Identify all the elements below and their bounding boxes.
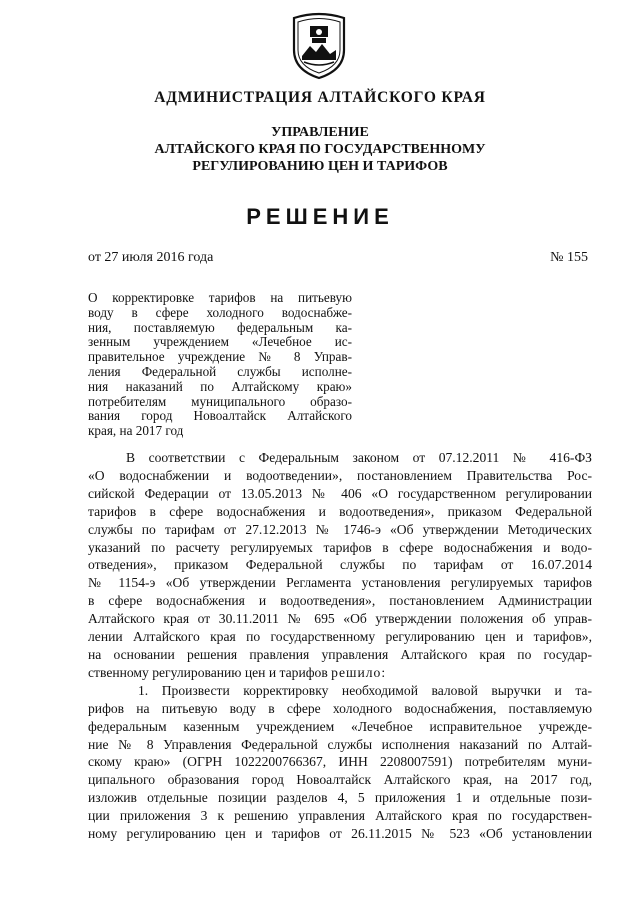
body-line: скому краю» (ОГРН 1022200766367, ИНН 2208007591) потребителям муни-	[88, 754, 592, 770]
subject-line: ния наказаний по Алтайскому краю»	[88, 378, 352, 394]
coat-of-arms-emblem	[290, 10, 348, 80]
administration-title: АДМИНИСТРАЦИЯ АЛТАЙСКОГО КРАЯ	[154, 89, 486, 106]
decision-body	[88, 449, 592, 843]
body-line: отведения», приказом Федеральной службы по тарифам от 16.07.2014	[88, 557, 592, 573]
body-line: изложив отдельные позиции разделов 4, 5 приложения 1 и отдельные пози-	[88, 790, 592, 806]
subject-line: вания город Новоалтайск Алтайского	[88, 408, 352, 424]
decision-subject	[88, 291, 352, 439]
resolution-colon: :	[381, 664, 386, 680]
department-line: АЛТАЙСКОГО КРАЯ ПО ГОСУДАРСТВЕННОМУ	[154, 142, 486, 157]
department-line: РЕГУЛИРОВАНИЮ ЦЕН И ТАРИФОВ	[192, 159, 448, 174]
body-line: ции приложения 3 к решению управления Алтайского края по государствен-	[88, 808, 592, 824]
body-line: 1. Произвести корректировку необходимой валовой выручки и та-	[138, 682, 592, 698]
resolution-prefix: ственному регулированию цен и тарифов	[88, 664, 332, 680]
subject-line: правительное учреждение № 8 Управ-	[88, 349, 352, 365]
department-title	[0, 124, 640, 175]
body-line: ципального образования город Новоалтайск Алтайского края, на 2017 год,	[88, 772, 592, 788]
body-line: тарифов в сфере водоснабжения и водоотведения», приказом Федеральной	[88, 503, 592, 519]
subject-line: ния, поставляемую федеральным ка-	[88, 319, 352, 335]
body-line: федеральным казенным учреждением «Лечебное исправительное учрежде-	[88, 718, 592, 734]
body-line: № 1154-э «Об утверждении Регламента установления регулируемых тарифов	[88, 575, 592, 591]
body-line: В соответствии с Федеральным законом от 07.12.2011 № 416-ФЗ	[126, 450, 592, 465]
body-line: в сфере водоснабжения и водоотведения», постановлением Администрации	[88, 593, 592, 609]
body-line: Алтайского края от 30.11.2011 № 695 «Об утверждении положения об управ-	[88, 611, 592, 627]
decision-number: № 155	[550, 250, 588, 265]
resolution-verb: решило	[331, 664, 382, 680]
document-type-title: РЕШЕНИЕ	[246, 204, 394, 229]
department-line: УПРАВЛЕНИЕ	[271, 125, 369, 140]
decision-date: от 27 июля 2016 года	[88, 250, 214, 265]
body-line-resolution	[88, 664, 592, 682]
body-line: ному регулированию цен и тарифов от 26.11.2015 № 523 «Об установлении	[88, 826, 592, 842]
emblem-icon	[290, 10, 348, 80]
subject-line: края, на 2017 год	[88, 423, 184, 439]
body-line: на основании решения правления управления Алтайского края по государ-	[88, 646, 592, 662]
subject-line: О корректировке тарифов на питьевую	[88, 290, 352, 305]
body-line: ние № 8 Управления Федеральной службы исполнения наказаний по Алтай-	[88, 736, 592, 752]
body-line: указаний по расчету регулируемых тарифов в сфере водоснабжения и водо-	[88, 539, 592, 555]
subject-line: зенным учреждением «Лечебное ис-	[88, 334, 352, 350]
body-line: службы по тарифам от 27.12.2013 № 1746-э «Об утверждении Методических	[88, 521, 592, 537]
body-line: рифов на питьевую воду в сфере холодного водоснабжения, поставляемую	[88, 700, 592, 716]
body-line: «О водоснабжении и водоотведении», постановлением Правительства Рос-	[88, 467, 592, 483]
body-line: лении Алтайского края по государственному регулированию цен и тарифов»,	[88, 629, 592, 645]
body-line: сийской Федерации от 13.05.2013 № 406 «О государственном регулировании	[88, 485, 592, 501]
subject-line: воду в сфере холодного водоснабже-	[88, 304, 352, 320]
subject-line: потребителям муниципального образо-	[88, 393, 352, 409]
subject-line: ления Федеральной службы исполне-	[88, 363, 352, 379]
